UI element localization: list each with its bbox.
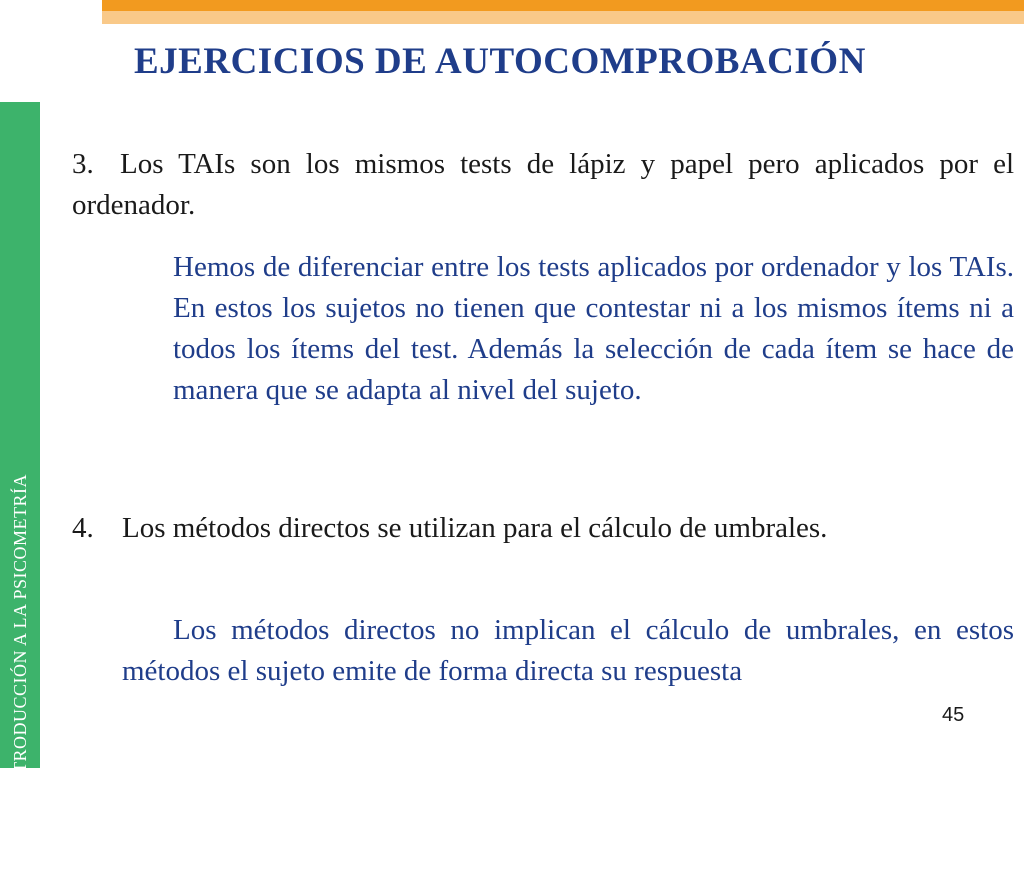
question-4: [72, 508, 1014, 549]
question-4-number: 4.: [72, 512, 94, 544]
question-3-statement: Los TAIs son los mismos tests de lápiz y papel pero aplicados por el ordenador.: [72, 148, 1014, 221]
answer-4: Los métodos directos no implican el cálculo de umbrales, en estos métodos el sujeto emite de forma directa su respuesta: [122, 614, 1014, 687]
page-number: 45: [942, 704, 965, 726]
question-3: [72, 144, 1014, 226]
top-accent-stripe: [102, 0, 1024, 11]
side-bar: [0, 102, 40, 870]
answer-3: Hemos de diferenciar entre los tests aplicados por ordenador y los TAIs. En estos los sujetos no tienen que contestar ni a los mismos ítems ni a todos los ítems del test. Además la selección de cada ítem se hace de manera que se adapta al nivel del sujeto.: [173, 251, 1014, 406]
side-label: TEMA 1: INTRODUCCIÓN A LA PSICOMETRÍA: [10, 473, 30, 870]
question-3-number: 3.: [72, 148, 94, 180]
slide-title: EJERCICIOS DE AUTOCOMPROBACIÓN: [134, 41, 866, 82]
question-4-statement: Los métodos directos se utilizan para el cálculo de umbrales.: [122, 512, 828, 544]
